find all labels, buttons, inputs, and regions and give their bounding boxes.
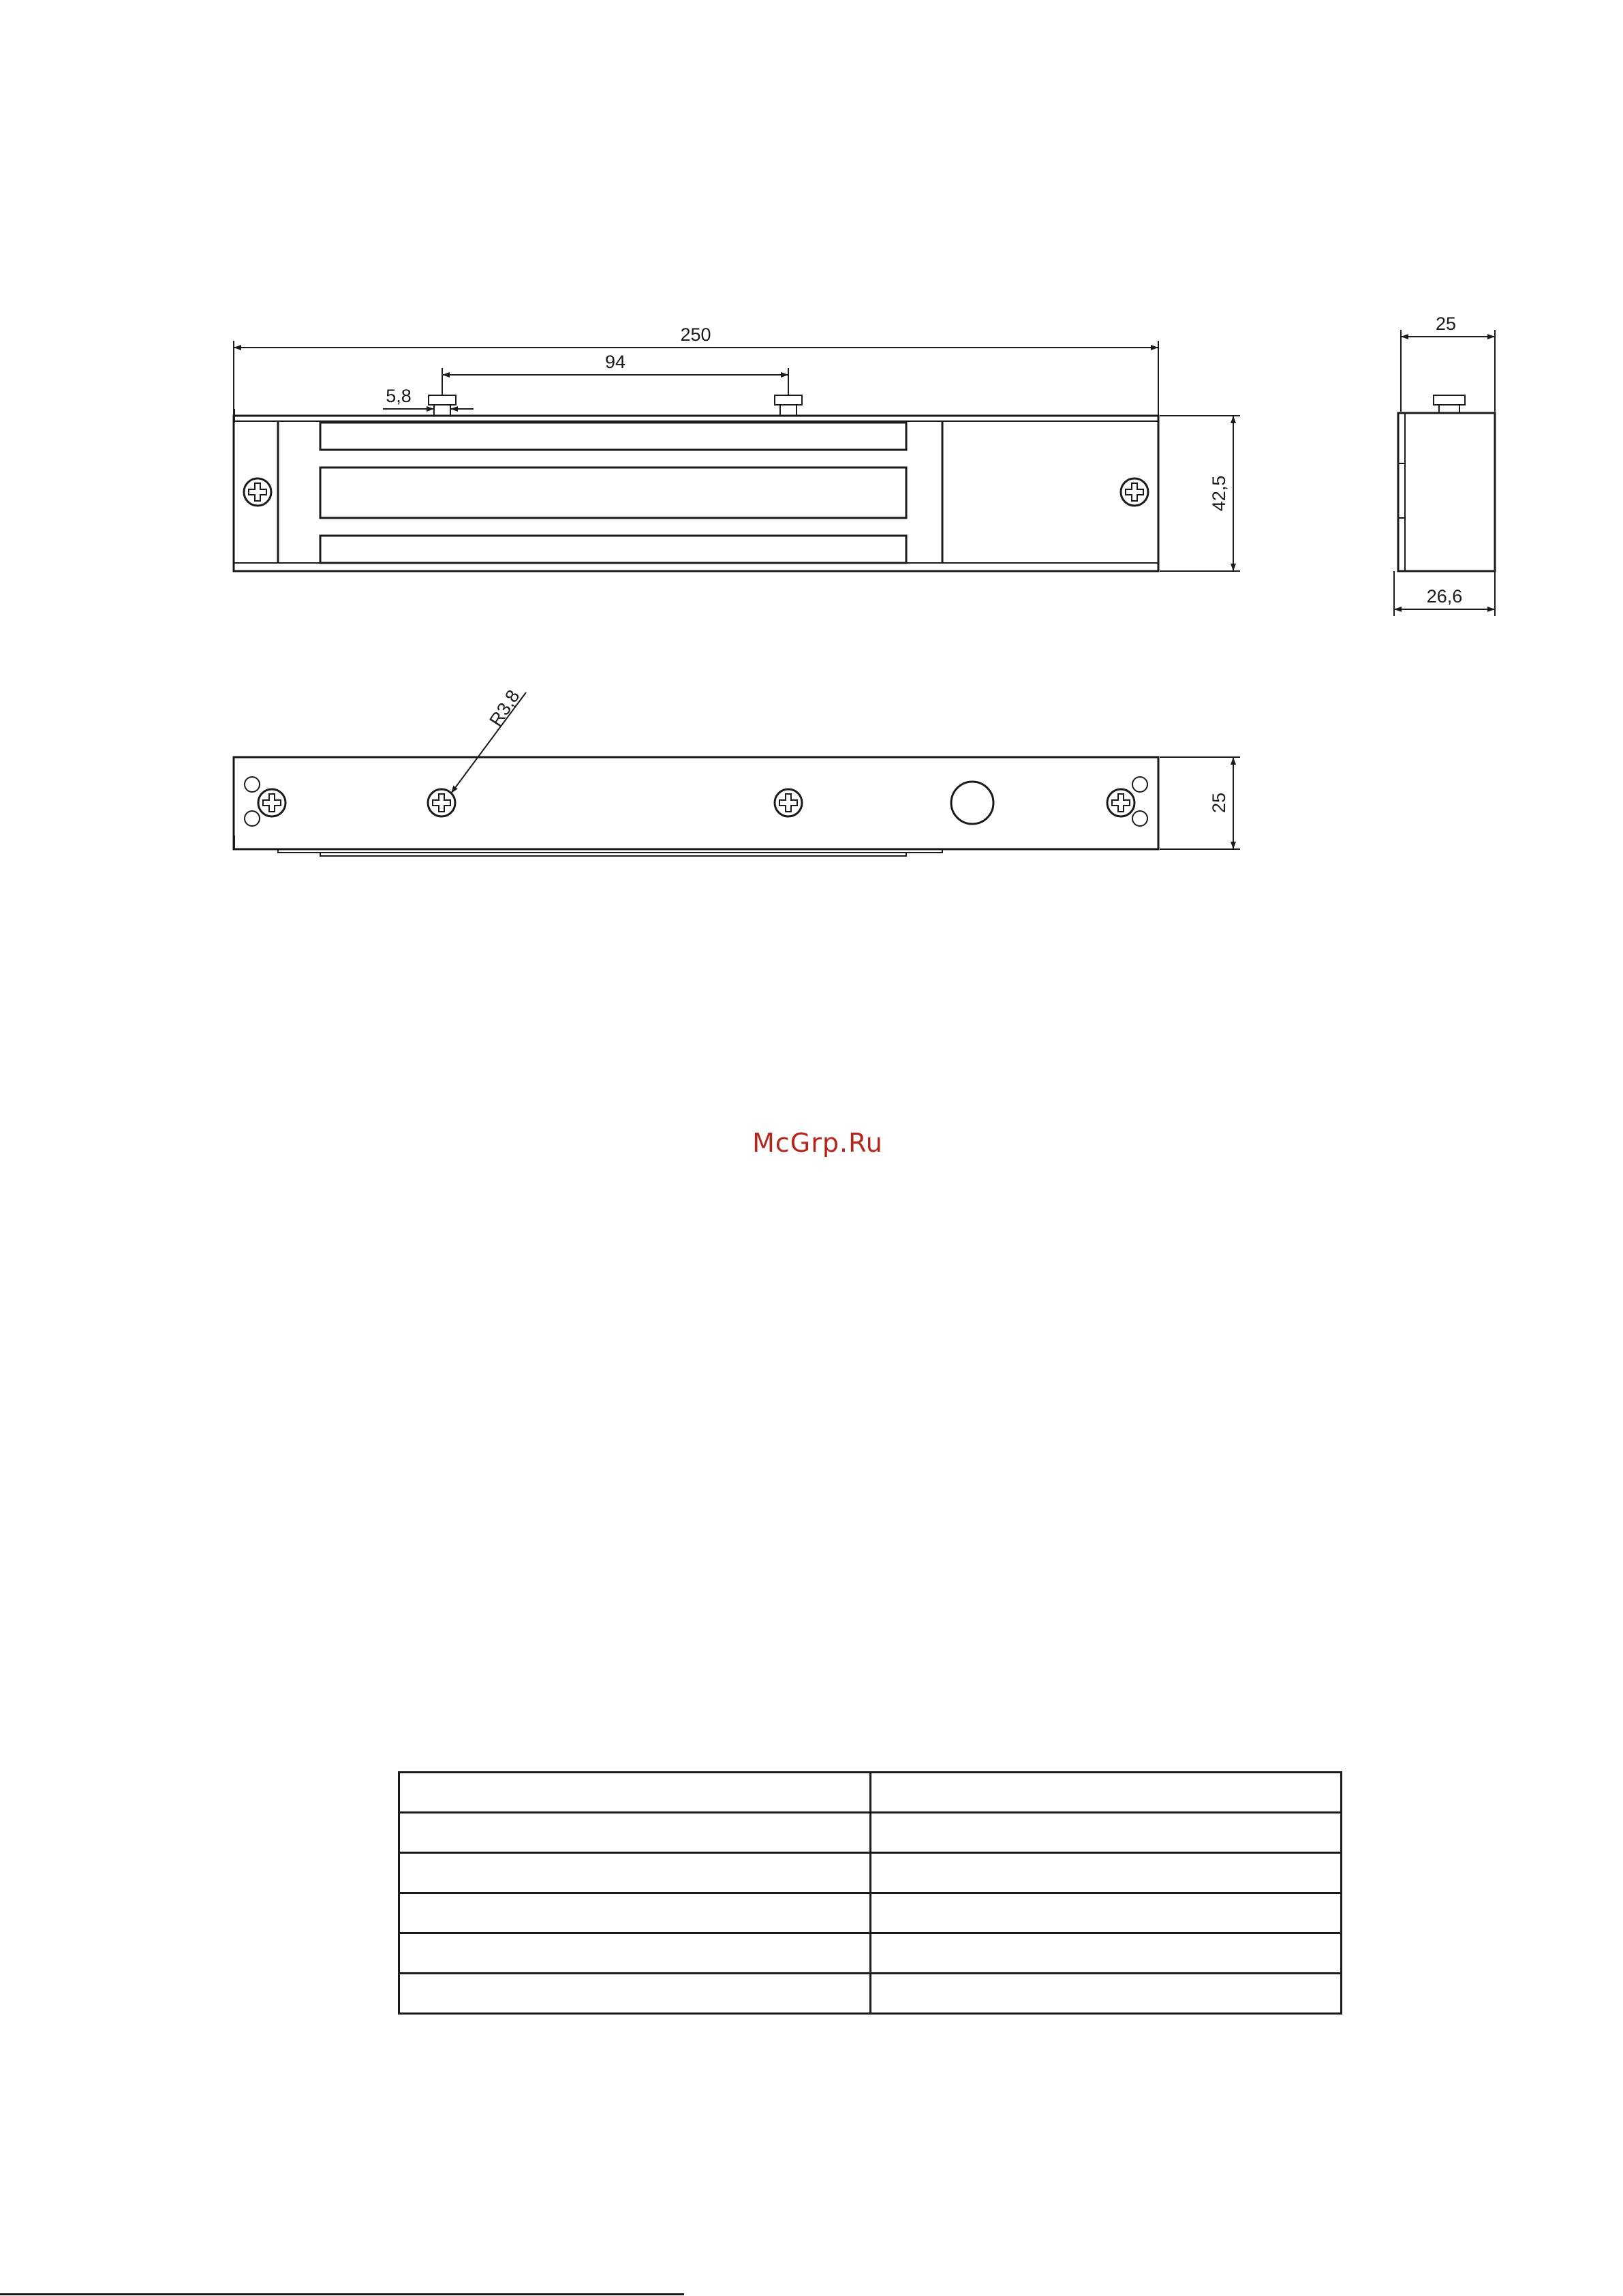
table-cell [399,1773,871,1813]
front-view [234,324,1240,571]
mount-pin-left [429,395,456,405]
cable-hole [951,782,993,824]
dim-spacing-label: 94 [604,352,626,372]
table-row [399,1974,1342,2014]
screw-icon [258,789,285,816]
side-body-outline [1398,413,1495,571]
screw-icon [775,789,802,816]
spec-table [398,1771,1342,2015]
table-row [399,1933,1342,1974]
table-cell [399,1893,871,1933]
dim-bottom-width-label: 25 [1209,792,1229,814]
table-cell [399,1813,871,1853]
table-cell [399,1933,871,1974]
core-bar-middle [320,468,906,518]
corner-hole [1132,777,1147,792]
footnote-rule [0,2293,684,2295]
screw-icon [244,478,271,506]
dim-side-top-label: 25 [1435,313,1457,334]
core-bar-top [320,423,906,450]
table-cell [399,1974,871,2014]
lock-body-outline [234,416,1158,571]
table-cell [870,1893,1342,1933]
side-pin [1434,395,1465,405]
side-pin-stem [1439,405,1459,413]
dim-pin-label: 5,8 [386,386,412,406]
screw-icon [1121,478,1148,506]
corner-hole [245,777,260,792]
table-cell [870,1974,1342,2014]
bottom-view [234,686,1240,856]
watermark: McGrp.Ru [752,1128,883,1158]
dim-side-bottom-label: 26,6 [1426,586,1463,607]
mount-pin-right-stem [780,405,797,416]
side-view [1394,313,1495,616]
table-cell [399,1853,871,1893]
corner-hole [1132,811,1147,826]
mount-pin-left-stem [434,405,450,416]
corner-hole [245,811,260,826]
table-cell [870,1773,1342,1813]
table-cell [870,1853,1342,1893]
table-row [399,1813,1342,1853]
bottom-body-outline [234,757,1158,849]
dim-height-label: 42,5 [1209,475,1229,512]
screw-icon [1107,789,1134,816]
dim-radius-label: R3,8 [485,686,524,731]
table-row [399,1893,1342,1933]
table-cell [870,1813,1342,1853]
table-cell [870,1933,1342,1974]
core-bar-bottom [320,536,906,563]
table-row [399,1853,1342,1893]
table-row [399,1773,1342,1813]
dim-length-label: 250 [680,324,711,345]
mount-pin-right [775,395,802,405]
